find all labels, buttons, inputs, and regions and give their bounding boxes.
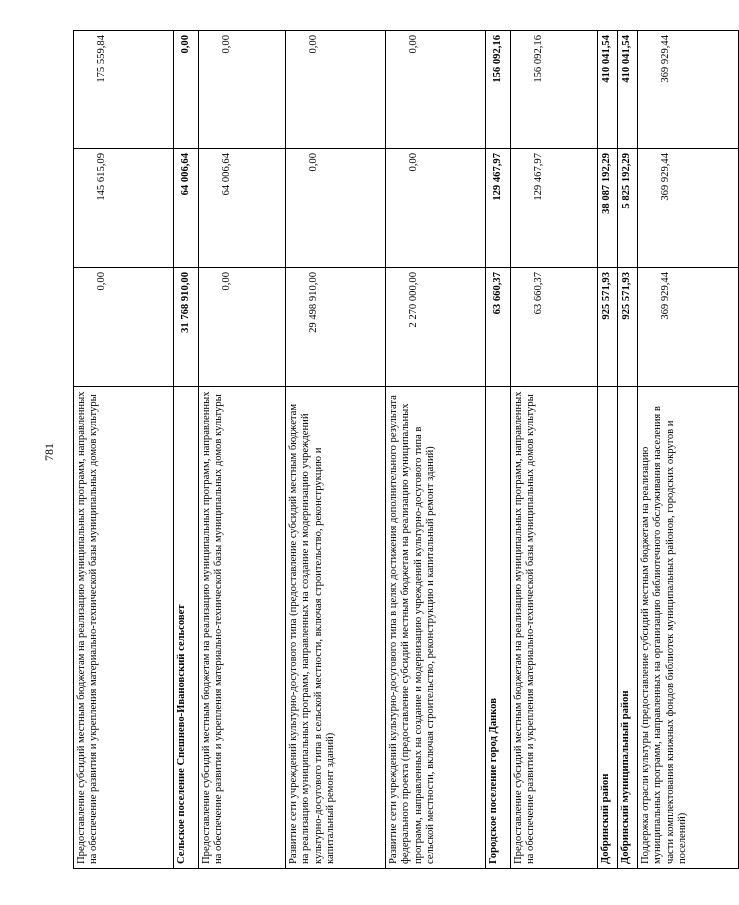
row-value-3: 156 092,16 xyxy=(486,31,511,149)
table-row xyxy=(286,31,386,869)
row-name: Развитие сети учреждений культурно-досугового типа (предоставление субсидий местным бюджетам на реализацию муниципальных программ, направленных на создание и модернизацию учреждений культурно-досугового типа в сельской местности, включая строительство, реконструкцию и капитальный ремонт зданий) xyxy=(286,387,386,869)
table-row xyxy=(598,31,618,869)
row-name: Развитие сети учреждений культурно-досугового типа в целях достижения дополнительного результата федерального проекта (предоставление субсидий местным бюджетам на реализацию муниципальных программ, направленных на создание и модернизацию учреждений культурно-досугового типа в сельской местности, включая строительство, реконструкцию и капитальный ремонт зданий) xyxy=(386,387,486,869)
row-value-3: 410 041,54 xyxy=(618,31,638,149)
row-name: Сельское поселение Спешнево-Ивановский сельсовет xyxy=(174,387,199,869)
row-value-2: 0,00 xyxy=(386,149,486,268)
row-value-1: 0,00 xyxy=(199,268,286,387)
table-row xyxy=(638,31,739,869)
row-name: Поддержка отрасли культуры (предоставление субсидий местным бюджетам на реализацию муниципальных программ, направленных на организацию библиотечного обслуживания населения в части комплектования книжных фондов библиотек муниципальных районов, городских округов и поселений) xyxy=(638,387,739,869)
row-value-2: 64 006,64 xyxy=(199,149,286,268)
row-name: Предоставление субсидий местным бюджетам на реализацию муниципальных программ, направленных на обеспечение развития и укрепления материально-технической базы муниципальных домов культуры xyxy=(511,387,598,869)
rotated-table-container xyxy=(73,31,689,869)
row-name: Предоставление субсидий местным бюджетам на реализацию муниципальных программ, направленных на обеспечение развития и укрепления материально-технической базы муниципальных домов культуры xyxy=(74,387,174,869)
row-value-2: 129 467,97 xyxy=(486,149,511,268)
row-value-1: 63 660,37 xyxy=(486,268,511,387)
table-row xyxy=(174,31,199,869)
table-row xyxy=(486,31,511,869)
row-name: Добринский район xyxy=(598,387,618,869)
row-name: Предоставление субсидий местным бюджетам на реализацию муниципальных программ, направленных на обеспечение развития и укрепления материально-технической базы муниципальных домов культуры xyxy=(199,387,286,869)
row-value-3: 156 092,16 xyxy=(511,31,598,149)
row-name: Городское поселение город Данков xyxy=(486,387,511,869)
row-value-3: 369 929,44 xyxy=(638,31,739,149)
row-value-2: 38 087 192,29 xyxy=(598,149,618,268)
row-value-1: 925 571,93 xyxy=(618,268,638,387)
table-row xyxy=(511,31,598,869)
table-row xyxy=(618,31,638,869)
budget-table xyxy=(73,30,739,869)
row-value-1: 29 498 910,00 xyxy=(286,268,386,387)
table-row xyxy=(386,31,486,869)
row-name: Добринский муниципальный район xyxy=(618,387,638,869)
table-row xyxy=(199,31,286,869)
row-value-1: 0,00 xyxy=(74,268,174,387)
row-value-3: 0,00 xyxy=(386,31,486,149)
row-value-1: 63 660,37 xyxy=(511,268,598,387)
row-value-3: 0,00 xyxy=(199,31,286,149)
row-value-1: 31 768 910,00 xyxy=(174,268,199,387)
table-row xyxy=(74,31,174,869)
row-value-3: 0,00 xyxy=(286,31,386,149)
row-value-2: 0,00 xyxy=(286,149,386,268)
row-value-2: 129 467,97 xyxy=(511,149,598,268)
row-value-2: 64 006,64 xyxy=(174,149,199,268)
row-value-3: 0,00 xyxy=(174,31,199,149)
row-value-2: 145 615,09 xyxy=(74,149,174,268)
row-value-1: 369 929,44 xyxy=(638,268,739,387)
row-value-3: 410 041,54 xyxy=(598,31,618,149)
row-value-2: 369 929,44 xyxy=(638,149,739,268)
row-value-2: 5 825 192,29 xyxy=(618,149,638,268)
row-value-1: 925 571,93 xyxy=(598,268,618,387)
page-number: 781 xyxy=(42,443,56,461)
row-value-3: 175 559,84 xyxy=(74,31,174,149)
row-value-1: 2 270 000,00 xyxy=(386,268,486,387)
